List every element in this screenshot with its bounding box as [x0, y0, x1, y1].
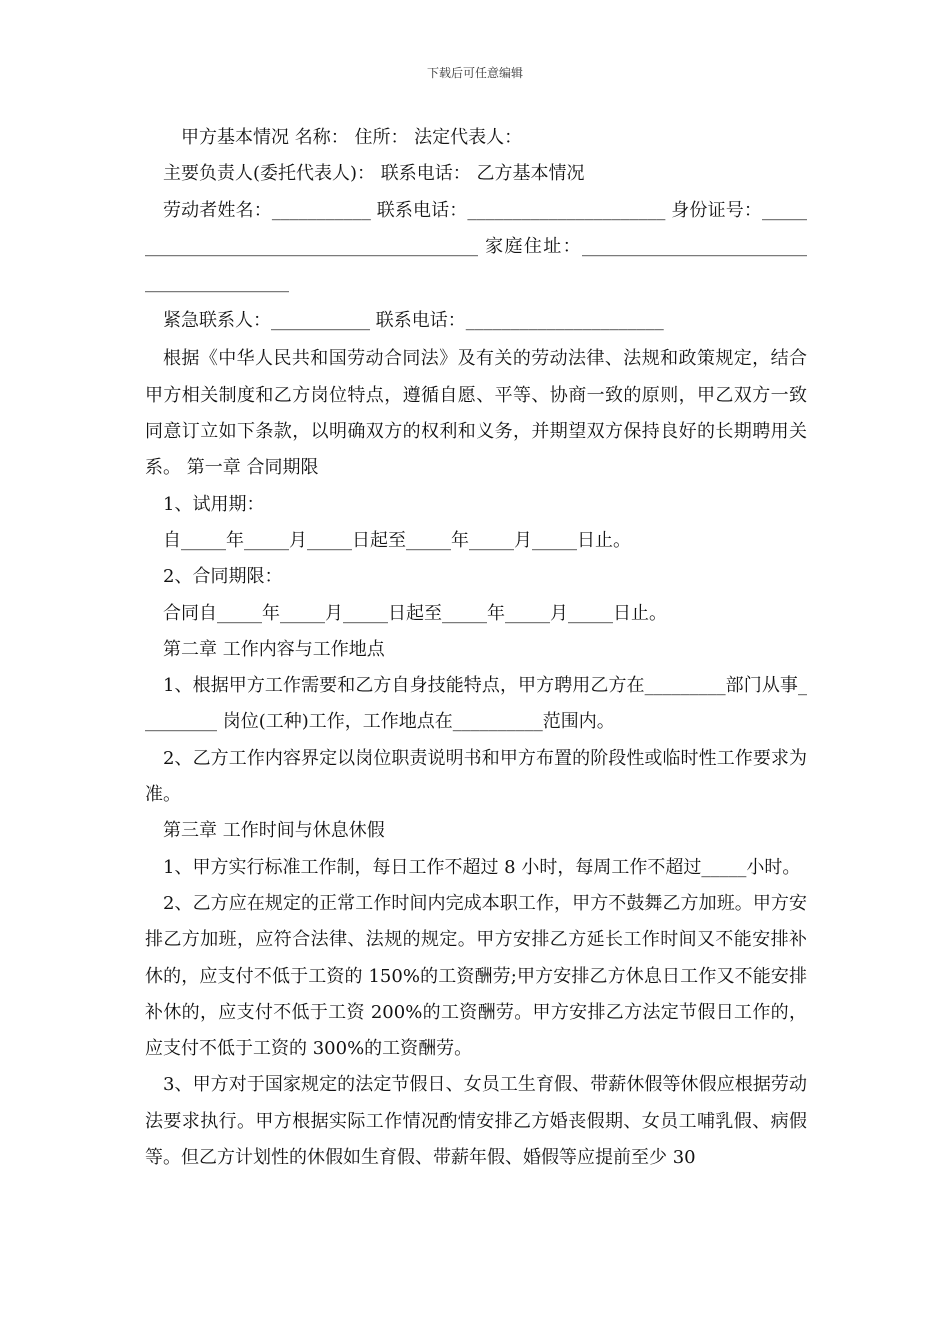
party-a-info: 甲方基本情况 名称： 住所： 法定代表人：	[181, 127, 523, 148]
probation-dates: 自_____年_____月_____日起至_____年_____月_____日止。	[163, 529, 631, 551]
worker-info: 劳动者姓名：___________ 联系电话：______________________ 身份证号：__________________________________________ 家庭住址：_________________________________________	[145, 199, 807, 294]
contact-line: 主要负责人(委托代表人)： 联系电话： 乙方基本情况	[163, 163, 585, 185]
chapter-2-clause-1: 1、根据甲方工作需要和乙方自身技能特点，甲方聘用乙方在_________部门从事_________ 岗位(工种)工作，工作地点在__________范围内。	[145, 675, 807, 733]
contract-body	[145, 120, 807, 1176]
chapter-3-clause-1: 1、甲方实行标准工作制，每日工作不超过 8 小时，每周工作不超过_____小时。	[163, 856, 801, 878]
probation-heading: 1、试用期：	[163, 493, 265, 515]
chapter-3-clause-3: 3、甲方对于国家规定的法定节假日、女员工生育假、带薪休假等休假应根据劳动法要求执行。甲方根据实际工作情况酌情安排乙方婚丧假期、女员工哺乳假、病假等。但乙方计划性的休假如生育假、带薪年假、婚假等应提前至少 30	[145, 1074, 807, 1169]
download-note: 下载后可任意编辑	[426, 66, 523, 80]
chapter-2-clause-2: 2、乙方工作内容界定以岗位职责说明书和甲方布置的阶段性或临时性工作要求为准。	[145, 747, 807, 806]
emergency-contact: 紧急联系人：___________ 联系电话：______________________	[163, 310, 664, 332]
chapter-3-title: 第三章 工作时间与休息休假	[163, 820, 385, 842]
preamble: 根据《中华人民共和国劳动合同法》及有关的劳动法律、法规和政策规定，结合甲方相关制度和乙方岗位特点，遵循自愿、平等、协商一致的原则，甲乙双方一致同意订立如下条款，以明确双方的权利和义务，并期望双方保持良好的长期聘用关系。 第一章 合同期限	[145, 348, 807, 479]
chapter-2-title: 第二章 工作内容与工作地点	[163, 638, 385, 660]
contract-term-heading: 2、合同期限：	[163, 566, 283, 588]
chapter-3-clause-2: 2、乙方应在规定的正常工作时间内完成本职工作，甲方不鼓舞乙方加班。甲方安排乙方加班，应符合法律、法规的规定。甲方安排乙方延长工作时间又不能安排补休的，应支付不低于工资的 150%的工资酬劳;甲方安排乙方休息日工作又不能安排补休的，应支付不低于工资 200%的工资酬劳。甲方安排乙方法定节假日工作的，应支付不低于工资的 300%的工资酬劳。	[145, 892, 807, 1060]
contract-term-dates: 合同自_____年_____月_____日起至_____年_____月_____日止。	[163, 602, 667, 624]
